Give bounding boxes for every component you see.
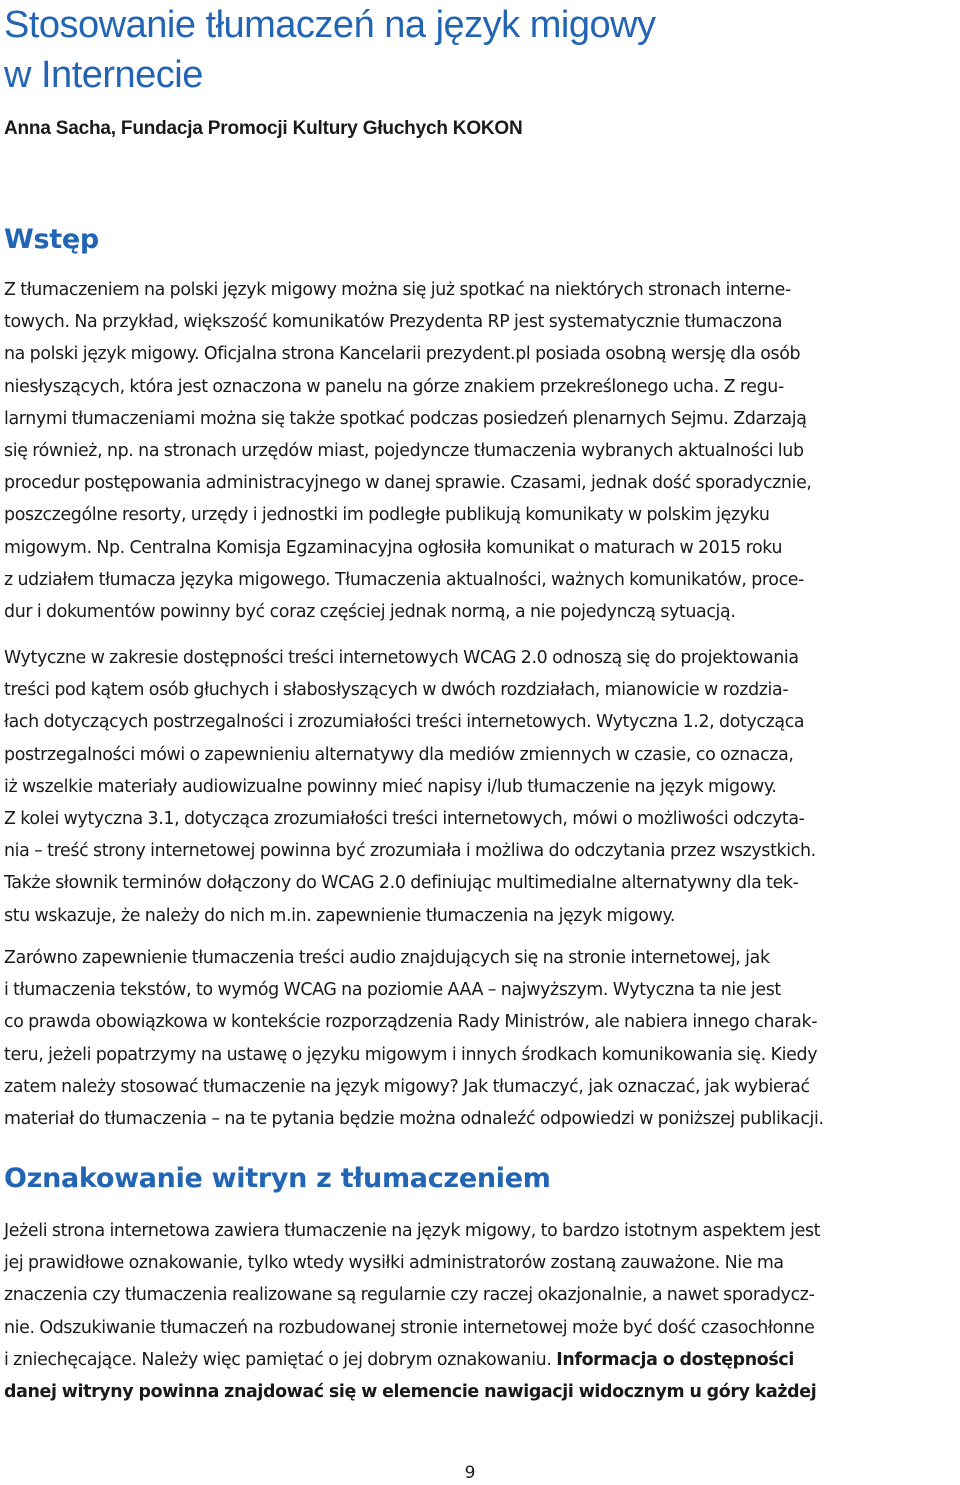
text-line: nia – treść strony internetowej powinna być zrozumiała i możliwa do odczytania przez wszystkich. <box>4 841 816 862</box>
text-line: treści pod kątem osób głuchych i słabosłyszących w dwóch rozdziałach, mianowicie w rozdzia- <box>4 680 789 701</box>
title-line-2: w Internecie <box>4 54 203 96</box>
section-heading-marking: Oznakowanie witryn z tłumaczeniem <box>4 1163 551 1194</box>
text-line: migowym. Np. Centralna Komisja Egzaminacyjna ogłosiła komunikat o maturach w 2015 roku <box>4 537 783 558</box>
text-line: Jeżeli strona internetowa zawiera tłumaczenie na język migowy, to bardzo istotnym aspektem jest <box>4 1221 821 1241</box>
page-number: 9 <box>464 1463 476 1483</box>
text-line: teru, jeżeli popatrzymy na ustawę o języku migowym i innych środkach komunikowania się. Kiedy <box>4 1044 818 1065</box>
bold-text-line: danej witryny powinna znajdować się w elemencie nawigacji widocznym u góry każdej <box>4 1382 817 1403</box>
text-line: stu wskazuje, że należy do nich m.in. zapewnienie tłumaczenia na język migowy. <box>4 905 676 926</box>
text-line: zatem należy stosować tłumaczenie na język migowy? Jak tłumaczyć, jak oznaczać, jak wybierać <box>4 1076 810 1097</box>
text-line: łach dotyczących postrzegalności i zrozumiałości treści internetowych. Wytyczna 1.2, dotycząca <box>4 712 805 733</box>
text-line: się również, np. na stronach urzędów miast, pojedyncze tłumaczenia wybranych aktualności lub <box>4 441 804 462</box>
text-line: na polski język migowy. Oficjalna strona Kancelarii prezydent.pl posiada osobną wersję dla osób <box>4 344 801 365</box>
title-line-1: Stosowanie tłumaczeń na język migowy <box>4 4 656 46</box>
text-line: nie. Odszukiwanie tłumaczeń na rozbudowanej stronie internetowej może być dość czasochłonne <box>4 1317 815 1338</box>
section-heading-intro: Wstęp <box>4 224 99 255</box>
text-line: jej prawidłowe oznakowanie, tylko wtedy wysiłki administratorów zostaną zauważone. Nie ma <box>4 1253 784 1274</box>
text-line: z udziałem tłumacza języka migowego. Tłumaczenia aktualności, ważnych komunikatów, proce- <box>4 569 805 590</box>
document-title <box>4 0 944 100</box>
text-line: Zarówno zapewnienie tłumaczenia treści audio znajdujących się na stronie internetowej, jak <box>4 948 770 968</box>
text-run: i zniechęcające. Należy więc pamiętać o jej dobrym oznakowaniu. <box>4 1349 557 1370</box>
author-line: Anna Sacha, Fundacja Promocji Kultury Głuchych KOKON <box>4 118 523 139</box>
text-line: towych. Na przykład, większość komunikatów Prezydenta RP jest systematycznie tłumaczona <box>4 312 783 333</box>
paragraph-intro-2 <box>4 642 956 932</box>
text-line: i tłumaczenia tekstów, to wymóg WCAG na poziomie AAA – najwyższym. Wytyczna ta nie jest <box>4 980 781 1001</box>
text-line: poszczególne resorty, urzędy i jednostki im podległe publikują komunikaty w polskim języku <box>4 505 770 526</box>
paragraph-intro-1 <box>4 274 956 628</box>
text-line: niesłyszących, która jest oznaczona w panelu na górze znakiem przekreślonego ucha. Z regu- <box>4 376 784 397</box>
text-line: Także słownik terminów dołączony do WCAG 2.0 definiując multimedialne alternatywny dla tek- <box>4 873 799 894</box>
text-line: dur i dokumentów powinny być coraz częściej jednak normą, a nie pojedynczą sytuacją. <box>4 602 736 623</box>
text-line-mixed <box>4 1344 956 1376</box>
paragraph-marking-1 <box>4 1215 956 1408</box>
text-line: iż wszelkie materiały audiowizualne powinny mieć napisy i/lub tłumaczenie na język migowy. <box>4 776 777 797</box>
text-line: co prawda obowiązkowa w kontekście rozporządzenia Rady Ministrów, ale nabiera innego charak- <box>4 1012 818 1033</box>
text-line: postrzegalności mówi o zapewnieniu alternatywy dla mediów zmiennych w czasie, co oznacza, <box>4 744 794 765</box>
bold-text-run: Informacja o dostępności <box>556 1349 794 1370</box>
text-line: larnymi tłumaczeniami można się także spotkać podczas posiedzeń plenarnych Sejmu. Zdarzają <box>4 408 807 429</box>
text-line: materiał do tłumaczenia – na te pytania będzie można odnaleźć odpowiedzi w poniższej publikacji. <box>4 1109 824 1130</box>
text-line: znaczenia czy tłumaczenia realizowane są regularnie czy raczej okazjonalnie, a nawet sporadycz- <box>4 1285 815 1306</box>
text-line: procedur postępowania administracyjnego w danej sprawie. Czasami, jednak dość sporadycznie, <box>4 473 812 494</box>
text-line: Z tłumaczeniem na polski język migowy można się już spotkać na niektórych stronach interne- <box>4 280 791 300</box>
paragraph-intro-3 <box>4 942 956 1135</box>
text-line: Wytyczne w zakresie dostępności treści internetowych WCAG 2.0 odnoszą się do projektowania <box>4 648 799 668</box>
text-line: Z kolei wytyczna 3.1, dotycząca zrozumiałości treści internetowych, mówi o możliwości odczyta- <box>4 809 805 830</box>
